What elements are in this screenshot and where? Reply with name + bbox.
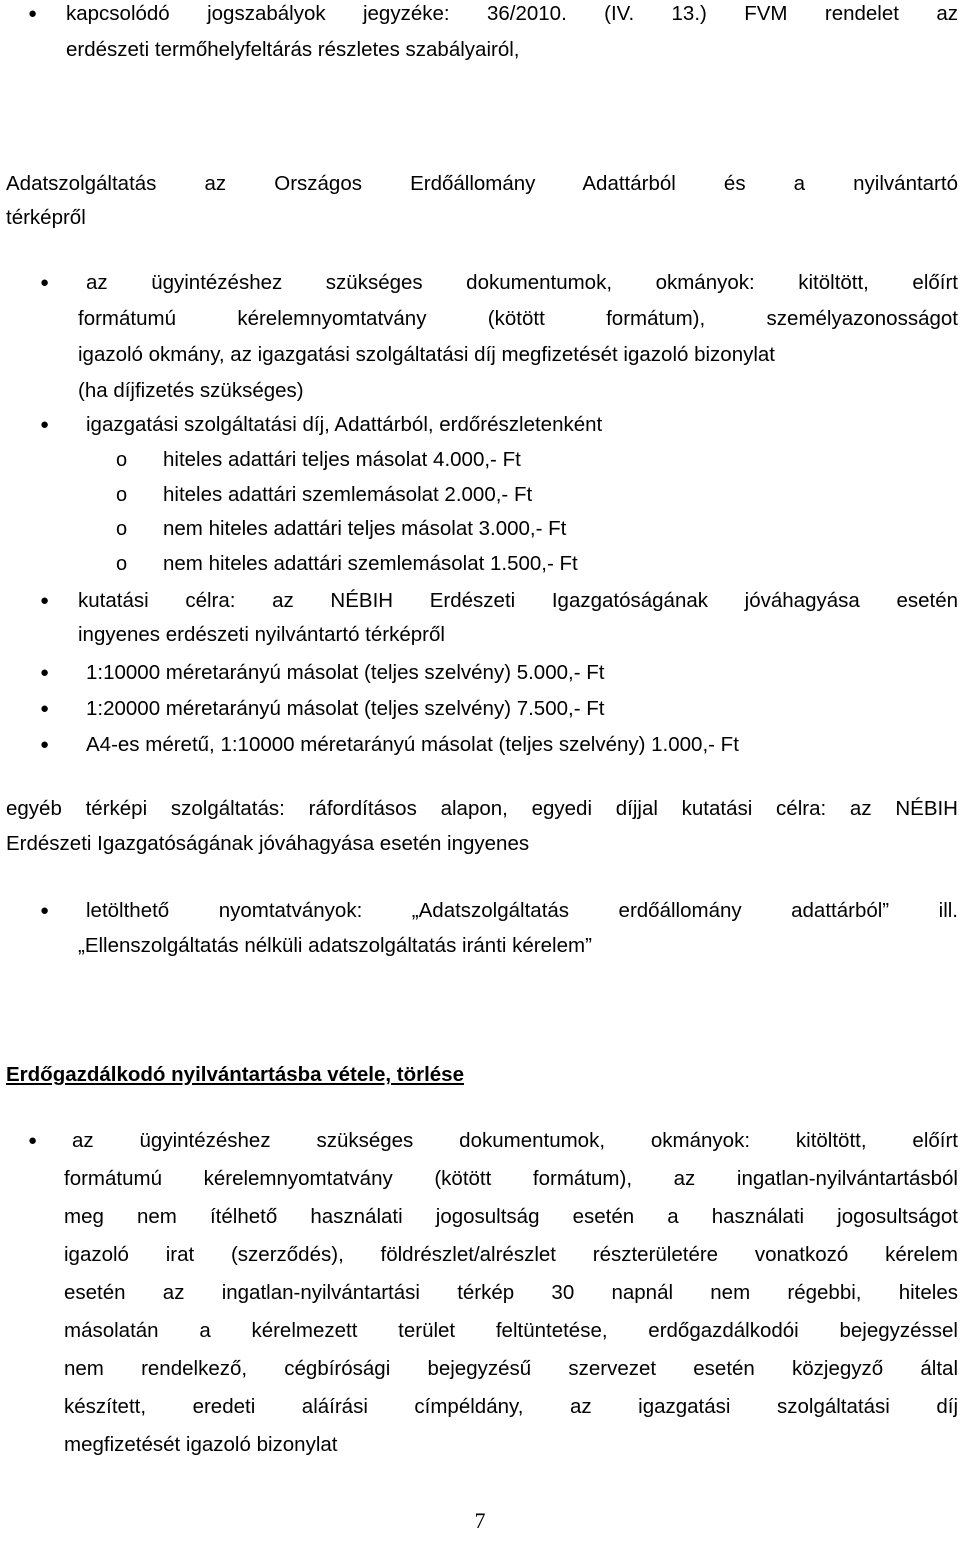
page-number: 7 — [474, 1508, 486, 1533]
circle-bullet-icon: o — [116, 484, 128, 506]
list-item: 1:20000 méretarányú másolat (teljes szelvény) 7.500,- Ft — [86, 697, 605, 720]
text-line: másolatán a kérelmezett terület feltüntetése, erdőgazdálkodói bejegyzéssel — [64, 1319, 958, 1342]
circle-bullet-icon: o — [116, 553, 128, 575]
bullet-icon: ● — [40, 736, 50, 753]
text-line: kutatási célra: az NÉBIH Erdészeti Igazgatóságának jóváhagyása esetén — [78, 589, 958, 612]
text-line: (ha díjfizetés szükséges) — [78, 379, 304, 402]
text-line: letölthető nyomtatványok: „Adatszolgáltatás erdőállomány adattárból” ill. — [86, 899, 958, 922]
text-line: az ügyintézéshez szükséges dokumentumok, okmányok: kitöltött, előírt — [72, 1129, 958, 1152]
text-line: meg nem ítélhető használati jogosultság esetén a használati jogosultságot — [64, 1205, 958, 1228]
section-heading: térképről — [6, 206, 86, 229]
bullet-icon: ● — [40, 902, 50, 919]
bullet-icon: ● — [40, 664, 50, 681]
bullet-icon: ● — [40, 416, 50, 433]
text-line: „Ellenszolgáltatás nélküli adatszolgáltatás iránti kérelem” — [78, 934, 592, 957]
list-item: hiteles adattári szemlemásolat 2.000,- Ft — [163, 483, 533, 506]
text-line: igazoló okmány, az igazgatási szolgáltatási díj megfizetését igazoló bizonylat — [78, 343, 775, 366]
text-line: formátumú kérelemnyomtatvány (kötött formátum), személyazonosságot — [78, 307, 958, 330]
list-item: nem hiteles adattári teljes másolat 3.000,- Ft — [163, 517, 567, 540]
text-line: esetén az ingatlan-nyilvántartási térkép 30 napnál nem régebbi, hiteles — [64, 1281, 958, 1304]
text-line: megfizetését igazoló bizonylat — [64, 1433, 338, 1456]
circle-bullet-icon: o — [116, 449, 128, 471]
bullet-icon: ● — [40, 592, 50, 609]
text-line: készített, eredeti aláírási címpéldány, az igazgatási szolgáltatási díj — [64, 1395, 958, 1418]
section-heading: Adatszolgáltatás az Országos Erdőállomány Adattárból és a nyilvántartó — [6, 172, 958, 195]
list-item: hiteles adattári teljes másolat 4.000,- Ft — [163, 448, 521, 471]
text-line: igazoló irat (szerződés), földrészlet/alrészlet részterületére vonatkozó kérelem — [64, 1243, 958, 1266]
text-line: az ügyintézéshez szükséges dokumentumok, okmányok: kitöltött, előírt — [86, 271, 958, 294]
list-item: 1:10000 méretarányú másolat (teljes szelvény) 5.000,- Ft — [86, 661, 605, 684]
text-line: erdészeti termőhelyfeltárás részletes szabályairól, — [66, 38, 520, 61]
section-heading: Erdőgazdálkodó nyilvántartásba vétele, törlése — [6, 1063, 464, 1086]
bullet-icon: ● — [28, 5, 38, 22]
text-line: kapcsolódó jogszabályok jegyzéke: 36/2010. (IV. 13.) FVM rendelet az — [66, 2, 958, 25]
bullet-icon: ● — [40, 700, 50, 717]
list-item: nem hiteles adattári szemlemásolat 1.500,- Ft — [163, 552, 578, 575]
list-item: A4-es méretű, 1:10000 méretarányú másolat (teljes szelvény) 1.000,- Ft — [86, 733, 739, 756]
bullet-icon: ● — [40, 274, 50, 291]
text-line: igazgatási szolgáltatási díj, Adattárból, erdőrészletenként — [86, 413, 603, 436]
text-line: formátumú kérelemnyomtatvány (kötött formátum), az ingatlan-nyilvántartásból — [64, 1167, 958, 1190]
text-line: nem rendelkező, cégbírósági bejegyzésű szervezet esetén közjegyző által — [64, 1357, 958, 1380]
paragraph-line: Erdészeti Igazgatóságának jóváhagyása esetén ingyenes — [6, 832, 530, 855]
text-line: ingyenes erdészeti nyilvántartó térképről — [78, 623, 445, 646]
circle-bullet-icon: o — [116, 518, 128, 540]
bullet-icon: ● — [28, 1132, 38, 1149]
paragraph-line: egyéb térképi szolgáltatás: ráfordításos alapon, egyedi díjjal kutatási célra: az NÉBIH — [6, 797, 958, 820]
